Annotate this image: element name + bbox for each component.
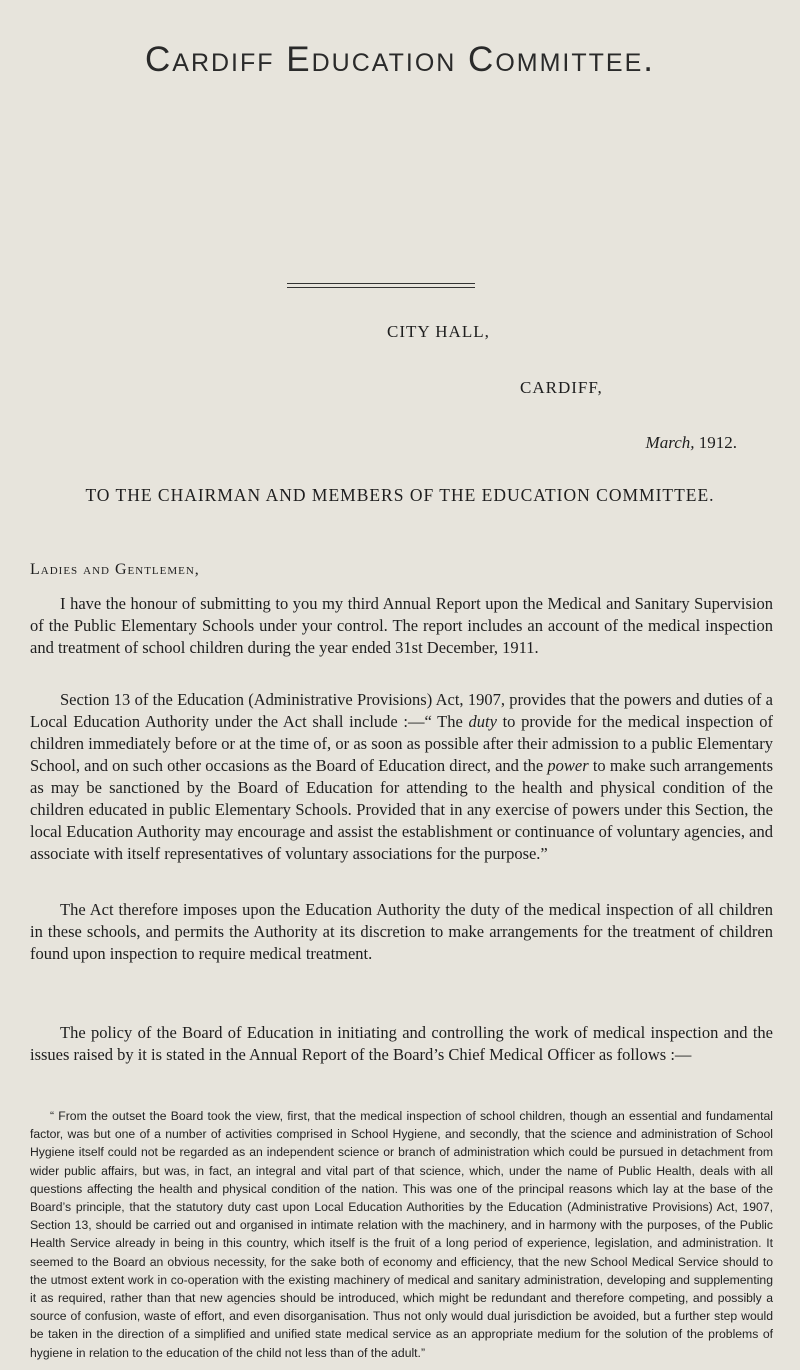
date-year: 1912.	[698, 433, 737, 452]
paragraph-2	[30, 689, 773, 865]
divider-rule-top	[287, 283, 475, 284]
paragraph-2-part-a: Section 13 of the Education (Administrative Provisions) Act, 1907, provides that the powers and duties of a Local Education Authority under the Act shall include :—“ The	[30, 690, 773, 731]
paragraph-2-part-b: to provide for the medical inspection of children immediately before or at the time of, or as soon as possible after their admission to a public Elementary School, and on such other occasions as the Board of Education direct, and the	[30, 712, 773, 775]
paragraph-4: The policy of the Board of Education in initiating and controlling the work of medical inspection and the issues raised by it is stated in the Annual Report of the Board’s Chief Medical Officer as follows :—	[30, 1023, 773, 1064]
divider-rule-bottom	[287, 287, 475, 288]
paragraph-2-duty: duty	[468, 712, 497, 731]
paragraph-3: The Act therefore imposes upon the Education Authority the duty of the medical inspection of all children in these schools, and permits the Authority at its discretion to make arrangements for the treatment of children found upon inspection to require medical treatment.	[30, 900, 773, 963]
address-line-city-hall: CITY HALL,	[387, 322, 490, 341]
date-month: March,	[645, 433, 695, 452]
letter-date	[646, 433, 737, 453]
addressee-line: TO THE CHAIRMAN AND MEMBERS OF THE EDUCATION COMMITTEE.	[85, 485, 715, 505]
salutation: Ladies and Gentlemen,	[30, 561, 200, 578]
paragraph-2-part-c: to make such arrangements as may be sanctioned by the Board of Education for attending to the health and physical condition of the children educated in public Elementary Schools. Provided that in any exercise of powers under this Section, the local Education Authority may encourage and assist the establishment or continuance of voluntary agencies, and associate with itself representatives of voluntary associations for the purpose.”	[30, 756, 773, 863]
committee-heading: Cardiff Education Committee.	[145, 40, 655, 79]
paragraph-2-power: power	[547, 756, 589, 775]
quoted-extract: “ From the outset the Board took the view, first, that the medical inspection of school children, though an essential and fundamental factor, was but one of a number of activities comprised in School Hygiene, and secondly, that the science and administration of School Hygiene itself could not be regarded as an independent science or branch of administration which could be pursued in detachment from wider public affairs, but was, in fact, an integral and vital part of that science, which, under the name of Public Health, deals with all questions affecting the health and physical condition of the nation. This was one of the principal reasons which lay at the base of the Board’s principle, that the statutory duty cast upon Local Education Authorities by the Education (Administrative Provisions) Act, 1907, Section 13, should be carried out and organised in intimate relation with the machinery, and in harmony with the purposes, of the Public Health Service already in being in this country, which itself is the fruit of a long period of experience, legislation, and administration. It seemed to the Board an obvious necessity, for the sake both of economy and efficiency, that the new School Medical Service should to the utmost extent work in co-operation with the existing machinery of medical and sanitary administration, developing and supplementing it as required, rather than that new agencies should be introduced, which might be redundant and therefore competing, and possibly a source of confusion, waste of effort, and even disorganisation. Thus not only would dual jurisdiction be avoided, but a further step would be taken in the direction of a simplified and unified state medical service as an appropriate medium for the solution of the problems of hygiene in relation to the education of the child not less than of the adult.”	[30, 1109, 773, 1360]
address-line-cardiff: CARDIFF,	[520, 378, 603, 397]
paragraph-1: I have the honour of submitting to you my third Annual Report upon the Medical and Sanitary Supervision of the Public Elementary Schools under your control. The report includes an account of the medical inspection and treatment of school children during the year ended 31st December, 1911.	[30, 594, 773, 657]
